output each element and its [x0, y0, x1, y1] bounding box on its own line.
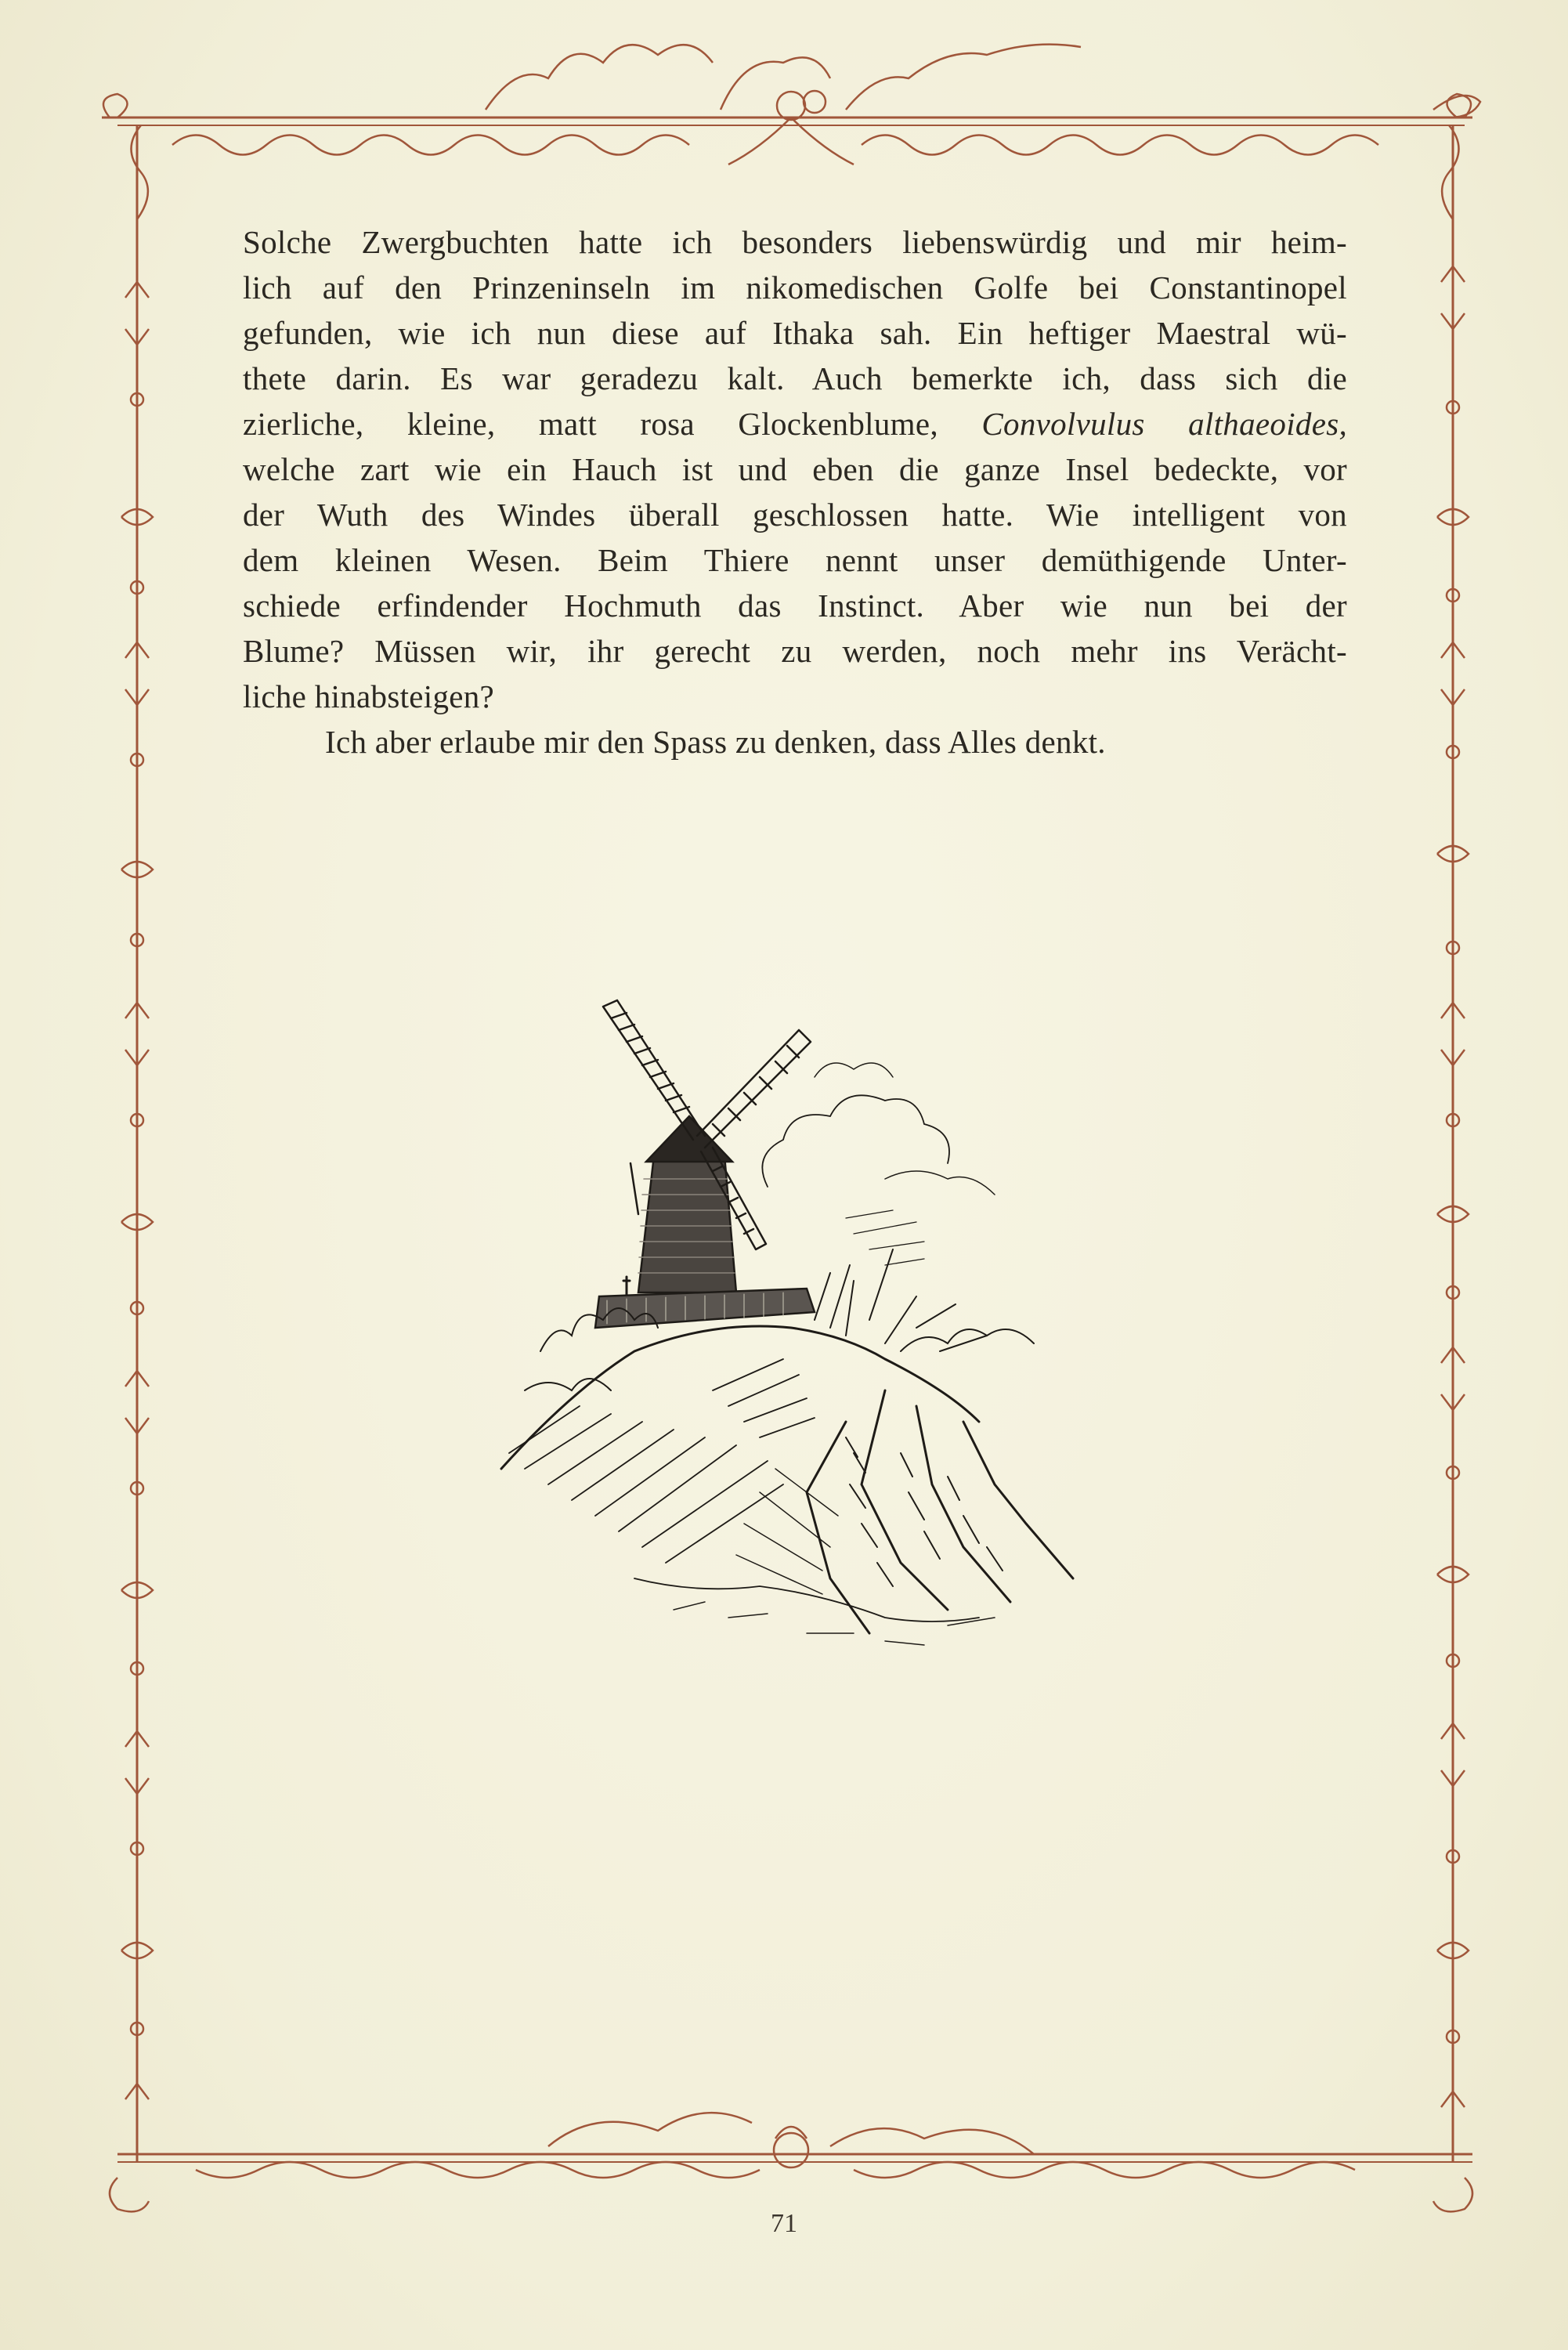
- text-line: Solche Zwergbuchten hatte ich besonders liebenswürdig und mir heim-: [243, 224, 1347, 260]
- paragraph-2: [243, 719, 1347, 765]
- text-line: Blume? Müssen wir, ihr gerecht zu werden, noch mehr ins Verächt-: [243, 633, 1347, 669]
- text-line: der Wuth des Windes überall geschlossen hatte. Wie intelligent von: [243, 497, 1347, 533]
- text-line: Ich aber erlaube mir den Spass zu denken, dass Alles denkt.: [325, 724, 1106, 760]
- windmill-illustration: [478, 983, 1151, 1688]
- top-garland: [103, 45, 1480, 219]
- body-text: [243, 219, 1347, 765]
- text-line: welche zart wie ein Hauch ist und eben die ganze Insel bedeckte, vor: [243, 451, 1347, 487]
- text-line: schiede erfindender Hochmuth das Instinct. Aber wie nun bei der: [243, 588, 1347, 624]
- species-name: Convolvulus althaeoides,: [981, 406, 1347, 442]
- text-line-with-species: [243, 401, 1347, 446]
- text-line: thete darin. Es war geradezu kalt. Auch bemerkte ich, dass sich die: [243, 360, 1347, 396]
- text-line: lich auf den Prinzeninseln im nikomedischen Golfe bei Constantinopel: [243, 269, 1347, 306]
- paragraph-1: [243, 219, 1347, 719]
- text-fragment: zierliche, kleine, matt rosa Glockenblume,: [243, 406, 938, 442]
- text-line: gefunden, wie ich nun diese auf Ithaka sah. Ein heftiger Maestral wü-: [243, 315, 1347, 351]
- text-line: liche hinabsteigen?: [243, 678, 495, 714]
- text-line: dem kleinen Wesen. Beim Thiere nennt unser demüthigende Unter-: [243, 542, 1347, 578]
- page-number: 71: [771, 2209, 797, 2238]
